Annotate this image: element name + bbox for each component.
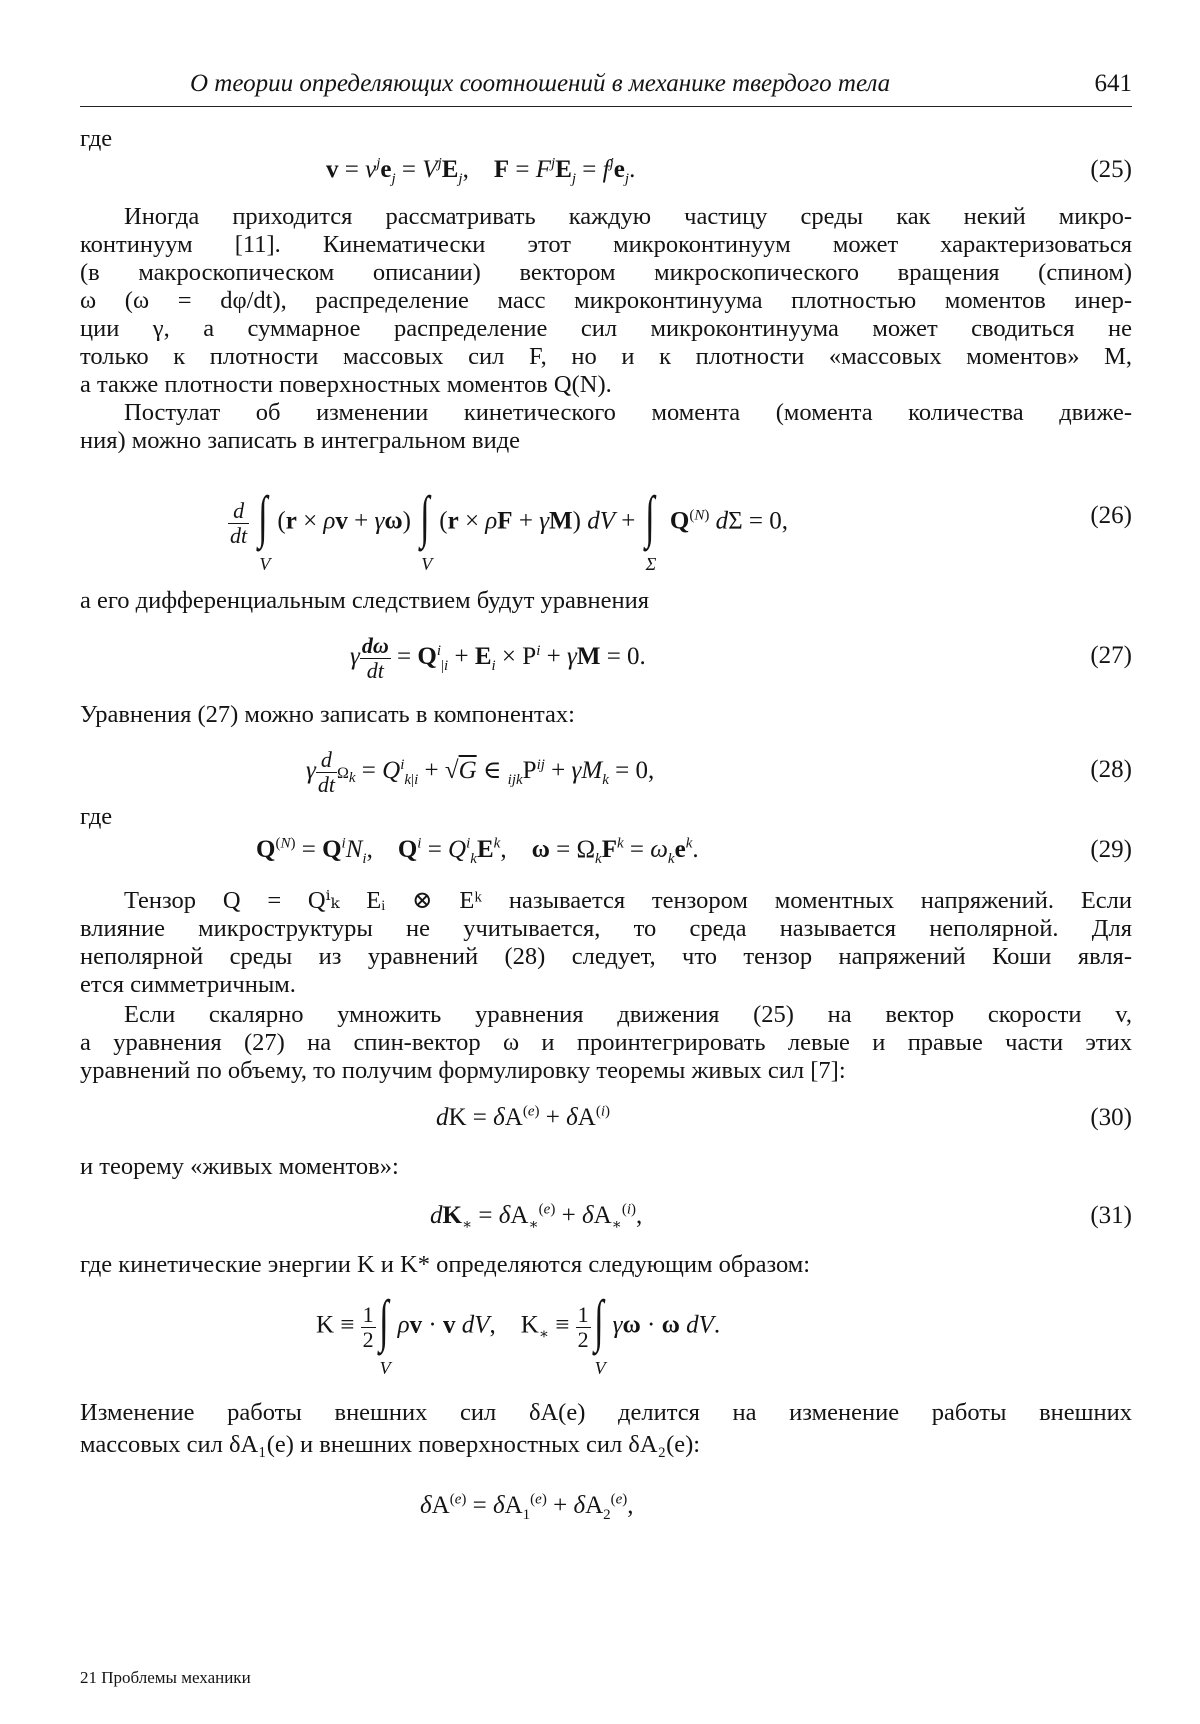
paragraph-line: массовых сил δA₁(e) и внешних поверхностных сил δA₂(e): (80, 1431, 701, 1458)
equation-work-split (80, 1486, 1132, 1530)
equation-25 (80, 150, 1132, 194)
equation-28 (80, 747, 1132, 800)
document-page (80, 0, 1132, 1724)
running-title: О теории определяющих соотношений в механике твердого тела (190, 70, 891, 97)
paragraph-line: континуум [11]. Кинематически этот микроконтинуум может характеризоваться (80, 231, 1132, 258)
paragraph-line: ω (ω = dφ/dt), распределение масс микроконтинуума плотностью моментов инер- (80, 287, 1132, 314)
paragraph-line: а также плотности поверхностных моментов Q(N). (80, 371, 612, 398)
paragraph-line: Иногда приходится рассматривать каждую частицу среды как некий микро- (124, 203, 1132, 230)
equation-number: (26) (1090, 502, 1132, 529)
equation-number: (31) (1090, 1202, 1132, 1229)
paragraph-line: только к плотности массовых сил F, но и к плотности «массовых моментов» M, (80, 343, 1132, 370)
equation-27 (80, 633, 1132, 686)
equation-body: $\delta A^{(e)} = \delta A_1^{(e)} + \delta A_2^{(e)}$, (420, 1491, 634, 1523)
paragraph-line: неполярной среды из уравнений (28) следует, что тензор напряжений Коши явля- (80, 943, 1132, 970)
page-number: 641 (1094, 70, 1132, 97)
footer-signature: 21 Проблемы механики (80, 1668, 251, 1687)
equation-body: $Q^{(N)} = Q^iN_i$, $Q^i = Q^i_kE^k$, $\omega = \Omega_kF^k = \omega_ke^k$. (256, 835, 699, 867)
equation-31 (80, 1196, 1132, 1240)
equation-body: dK = $\delta A^{(e)} + \delta A^{(i)}$ (436, 1103, 610, 1131)
paragraph-line: ния) можно записать в интегральном виде (80, 427, 521, 454)
equation-body: $\frac{d}{dt}$ ∫ V (r × ρv + γω) ∫ V (r × ρF + γM) dV + ∫ Σ $Q^{(N)}$ dΣ = 0, (230, 484, 788, 574)
equation-26 (80, 484, 1132, 576)
equation-number: (29) (1090, 836, 1132, 863)
paragraph-line: ется симметричным. (80, 971, 296, 998)
equation-29 (80, 830, 1132, 874)
equation-kinetic-energy (80, 1288, 1132, 1380)
equation-number: (27) (1090, 642, 1132, 669)
paragraph-line: Изменение работы внешних сил δA(e) делится на изменение работы внешних (80, 1399, 1132, 1426)
paragraph-line: Уравнения (27) можно записать в компонентах: (80, 701, 575, 728)
equation-body: $dK_∗ = \delta A_∗^{(e)} + \delta A_∗^{(i)}$, (430, 1201, 643, 1233)
paragraph-line: ции γ, а суммарное распределение сил микроконтинуума может сводиться не (80, 315, 1132, 342)
equation-body: γ $\frac{d}{dt}$ $\Omega_k = Q^i_{k|i} + √G$ ∈ $_{ijk}P^{ij} + \gamma M_k = 0$, (306, 747, 655, 797)
equation-body: γ $\frac{d\omega}{dt}$ = $Q^i_{|i} + E_i \times P^i + \gamma M = 0$. (350, 633, 646, 683)
paragraph-line: влияние микроструктуры не учитывается, то среда называется неполярной. Для (80, 915, 1132, 942)
paragraph-line: и теорему «живых моментов»: (80, 1153, 399, 1180)
equation-number: (25) (1090, 156, 1132, 183)
equation-body: $v = v^je_j = V^jE_j$, $F = F^jE_j = f^je_j$. (326, 155, 636, 187)
equation-number: (28) (1090, 756, 1132, 783)
paragraph-line: Постулат об изменении кинетического момента (момента количества движе- (124, 399, 1132, 426)
paragraph-line: где (80, 803, 113, 830)
paragraph-line: где (80, 125, 113, 152)
paragraph-line: а его дифференциальным следствием будут уравнения (80, 587, 649, 614)
running-header (80, 66, 1132, 107)
paragraph-line: (в макроскопическом описании) вектором микроскопического вращения (спином) (80, 259, 1132, 286)
paragraph-line: уравнений по объему, то получим формулировку теоремы живых сил [7]: (80, 1057, 846, 1084)
equation-number: (30) (1090, 1104, 1132, 1131)
paragraph-line: Если скалярно умножить уравнения движения (25) на вектор скорости v, (124, 1001, 1132, 1028)
equation-30 (80, 1098, 1132, 1142)
paragraph-line: а уравнения (27) на спин-вектор ω и проинтегрировать левые и правые части этих (80, 1029, 1132, 1056)
equation-body: K ≡ $\frac{1}{2}$ ∫ V ρv · v dV, $K_∗$ ≡ $\frac{1}{2}$ ∫ V γω · ω dV. (316, 1288, 721, 1378)
paragraph-line: где кинетические энергии K и K* определяются следующим образом: (80, 1251, 811, 1278)
paragraph-line: Тензор Q = Qⁱₖ Eᵢ ⊗ Eᵏ называется тензором моментных напряжений. Если (124, 887, 1132, 914)
